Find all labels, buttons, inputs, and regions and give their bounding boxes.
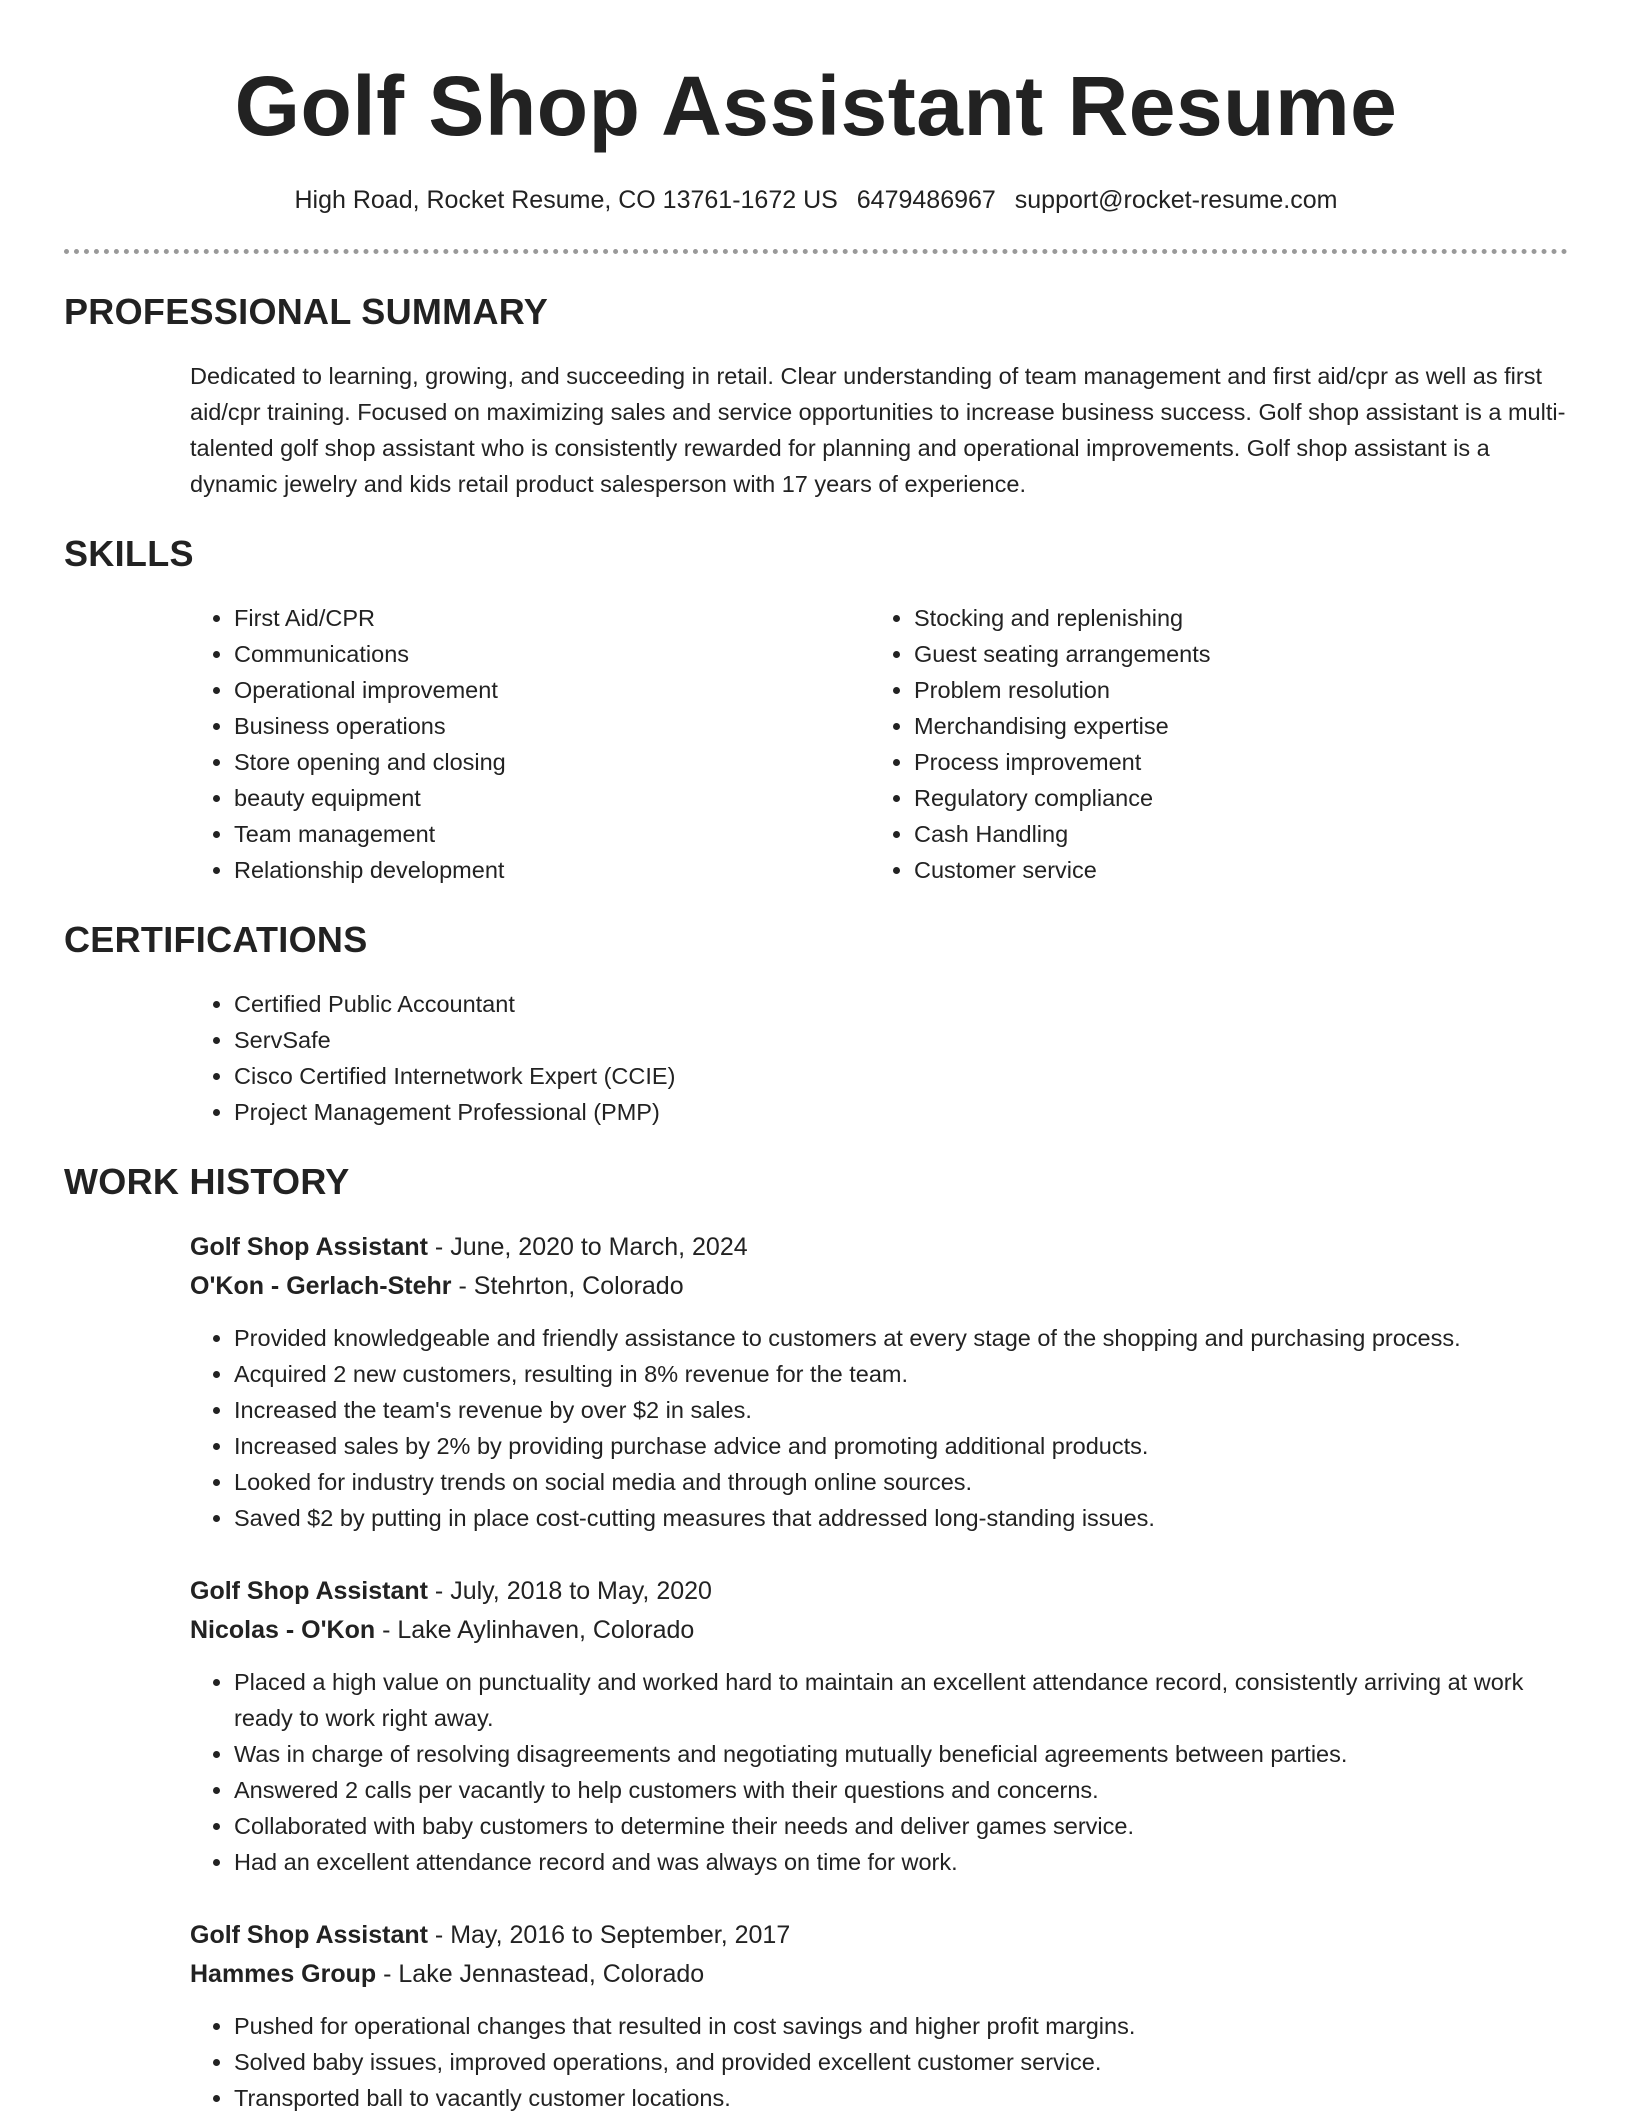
job-location: - Lake Aylinhaven, Colorado	[375, 1616, 695, 1644]
job-bullet: • Answered 2 calls per vacantly to help customers with their questions and concerns.	[234, 1772, 1568, 1808]
certifications-section	[64, 918, 1568, 1130]
job-bullets	[190, 1664, 1568, 1880]
job-bullet: • Transported ball to vacantly customer locations.	[234, 2080, 1568, 2112]
job-bullet: • Solved baby issues, improved operations, and provided excellent customer service.	[234, 2044, 1568, 2080]
job-bullet: • Looked for industry trends on social media and through online sources.	[234, 1464, 1568, 1500]
certification-item: • Cisco Certified Internetwork Expert (CCIE)	[234, 1058, 1568, 1094]
skill-item: • Stocking and replenishing	[914, 600, 1550, 636]
skill-item: • Regulatory compliance	[914, 780, 1550, 816]
job-bullet: • Collaborated with baby customers to determine their needs and deliver games service.	[234, 1808, 1568, 1844]
contact-email: support@rocket-resume.com	[1014, 186, 1338, 214]
job-bullet: • Saved $2 by putting in place cost-cutting measures that addressed long-standing issues.	[234, 1500, 1568, 1536]
skill-item: • Merchandising expertise	[914, 708, 1550, 744]
job-bullet: • Had an excellent attendance record and was always on time for work.	[234, 1844, 1568, 1880]
certifications-list	[190, 986, 1568, 1130]
job-role: Golf Shop Assistant	[190, 1577, 428, 1605]
contact-phone: 6479486967	[856, 186, 996, 214]
resume-content	[64, 290, 1568, 2112]
job-bullets	[190, 2008, 1568, 2112]
job-company: Nicolas - O'Kon	[190, 1616, 376, 1644]
skill-item: • Problem resolution	[914, 672, 1550, 708]
skills-list-right	[870, 600, 1550, 888]
job-location: - Lake Jennastead, Colorado	[376, 1960, 705, 1988]
resume-title: Golf Shop Assistant Resume	[234, 59, 1398, 153]
job-company-line	[190, 1267, 1568, 1306]
summary-text: Dedicated to learning, growing, and succeeding in retail. Clear understanding of team management and first aid/cpr as well as first aid/cpr training. Focused on maximizing sales and service opportunities to increase business success. Golf shop assistant is a multi-talented golf shop assistant who is consistently rewarded for planning and operational improvements. Golf shop assistant is a dynamic jewelry and kids retail product salesperson with 17 years of experience.	[190, 363, 1566, 497]
certification-item: • ServSafe	[234, 1022, 1568, 1058]
contact-address: High Road, Rocket Resume, CO 13761-1672 US	[294, 186, 838, 214]
job-role: Golf Shop Assistant	[190, 1921, 428, 1949]
skill-item: • Process improvement	[914, 744, 1550, 780]
job-title-line	[190, 1228, 1568, 1267]
skills-section	[64, 532, 1568, 888]
skill-item: • Guest seating arrangements	[914, 636, 1550, 672]
job-dates: - July, 2018 to May, 2020	[427, 1577, 712, 1605]
skill-item: • Communications	[234, 636, 870, 672]
job-company: Hammes Group	[190, 1960, 377, 1988]
header-divider	[64, 249, 1568, 254]
job-entry	[190, 1572, 1568, 1880]
certification-item: • Certified Public Accountant	[234, 986, 1568, 1022]
skill-item: • Team management	[234, 816, 870, 852]
work-history-heading: WORK HISTORY	[64, 1161, 350, 1202]
skill-item: • Relationship development	[234, 852, 870, 888]
skill-item: • Store opening and closing	[234, 744, 870, 780]
job-entry	[190, 1916, 1568, 2112]
job-bullet: • Provided knowledgeable and friendly assistance to customers at every stage of the shopping and purchasing process.	[234, 1320, 1568, 1356]
skills-list-left	[190, 600, 870, 888]
job-role: Golf Shop Assistant	[190, 1233, 428, 1261]
job-dates: - May, 2016 to September, 2017	[427, 1921, 791, 1949]
skill-item: • Operational improvement	[234, 672, 870, 708]
job-entry	[190, 1228, 1568, 1536]
job-dates: - June, 2020 to March, 2024	[427, 1233, 748, 1261]
certification-item: • Project Management Professional (PMP)	[234, 1094, 1568, 1130]
job-title-line	[190, 1572, 1568, 1611]
job-bullet: • Increased sales by 2% by providing purchase advice and promoting additional products.	[234, 1428, 1568, 1464]
job-title-line	[190, 1916, 1568, 1955]
job-location: - Stehrton, Colorado	[451, 1272, 684, 1300]
contact-line	[0, 184, 1632, 216]
job-bullet: • Acquired 2 new customers, resulting in 8% revenue for the team.	[234, 1356, 1568, 1392]
job-company-line	[190, 1611, 1568, 1650]
work-history-section	[64, 1160, 1568, 2112]
summary-section	[64, 290, 1568, 502]
job-bullet: • Placed a high value on punctuality and worked hard to maintain an excellent attendance record, consistently arriving at work ready to work right away.	[234, 1664, 1568, 1736]
skill-item: • Cash Handling	[914, 816, 1550, 852]
resume-header	[0, 0, 1632, 216]
job-company: O'Kon - Gerlach-Stehr	[190, 1272, 452, 1300]
job-bullet: • Pushed for operational changes that resulted in cost savings and higher profit margins.	[234, 2008, 1568, 2044]
skills-grid	[190, 600, 1568, 888]
job-bullet: • Increased the team's revenue by over $2 in sales.	[234, 1392, 1568, 1428]
skill-item: • Business operations	[234, 708, 870, 744]
job-company-line	[190, 1955, 1568, 1994]
skill-item: • Customer service	[914, 852, 1550, 888]
job-bullets	[190, 1320, 1568, 1536]
summary-heading: PROFESSIONAL SUMMARY	[64, 291, 549, 332]
skills-heading: SKILLS	[64, 533, 194, 574]
job-bullet: • Was in charge of resolving disagreements and negotiating mutually beneficial agreements between parties.	[234, 1736, 1568, 1772]
certifications-heading: CERTIFICATIONS	[64, 919, 368, 960]
skill-item: • beauty equipment	[234, 780, 870, 816]
skill-item: • First Aid/CPR	[234, 600, 870, 636]
